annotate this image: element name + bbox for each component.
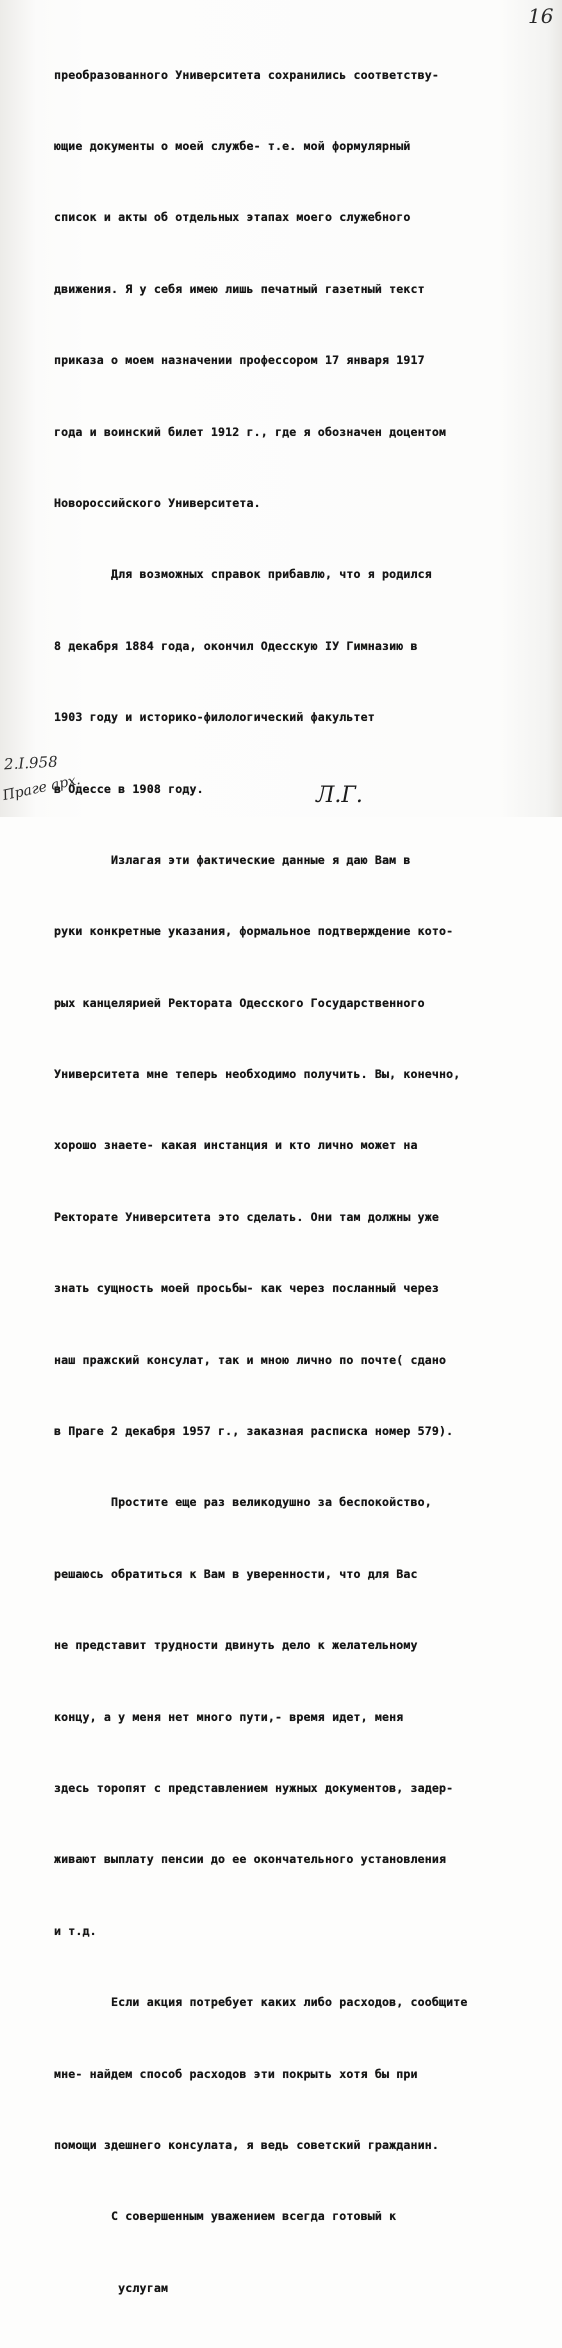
text-line: здесь торопят с представлением нужных документов, задер- [54, 1780, 454, 1795]
text-line: в Праге 2 декабря 1957 г., заказная расписка номер 579). [54, 1424, 454, 1439]
text-line: не представит трудности двинуть дело к желательному [54, 1638, 418, 1653]
text-line: список и акты об отдельных этапах моего служебного [54, 210, 411, 225]
text-line: Новороссийского Университета. [54, 495, 261, 510]
text-line: знать сущность моей просьбы- как через посланный через [54, 1281, 440, 1296]
text-line: движения. Я у себя имею лишь печатный газетный текст [54, 281, 425, 296]
signature: Л.Г. [316, 783, 363, 808]
text-line: С совершенным уважением всегда готовый к [54, 2209, 397, 2224]
text-line: Если акция потребует каких либо расходов, сообщите [54, 1995, 468, 2010]
text-line: услугам [54, 2280, 169, 2295]
text-line: 8 декабря 1884 года, окончил Одесскую IУ Гимназию в [54, 638, 418, 653]
text-line: ющие документы о моей службе- т.е. мой формулярный [54, 138, 411, 153]
text-line: Излагая эти фактические данные я даю Вам в [54, 852, 411, 867]
text-line: живают выплату пенсии до ее окончательного установления [54, 1852, 447, 1867]
text-line: года и воинский билет 1912 г., где я обозначен доцентом [54, 424, 447, 439]
text-line: 1903 году и историко-филологический факультет [54, 710, 375, 725]
text-line: и т.д. [54, 1923, 97, 1938]
text-line: помощи здешнего консулата, я ведь советский гражданин. [54, 2137, 440, 2152]
text-line: хорошо знаете- какая инстанция и кто лично может на [54, 1138, 418, 1153]
text-line: руки конкретные указания, формальное подтверждение кото- [54, 924, 454, 939]
text-line: концу, а у меня нет много пути,- время идет, меня [54, 1709, 404, 1724]
handwritten-archive-note: Праге арх. [1, 771, 82, 805]
text-line: рых канцелярией Ректората Одесского Государственного [54, 995, 425, 1010]
letter-body [54, 16, 544, 2348]
text-line: преобразованного Университета сохранились соответству- [54, 67, 440, 82]
text-line: в Одессе в 1908 году. [54, 781, 204, 796]
text-line: мне- найдем способ расходов эти покрыть хотя бы при [54, 2066, 418, 2081]
text-line: приказа о моем назначении профессором 17 января 1917 [54, 353, 425, 368]
text-line: Университета мне теперь необходимо получить. Вы, конечно, [54, 1067, 461, 1082]
text-line: Ректорате Университета это сделать. Они там должны уже [54, 1209, 440, 1224]
handwritten-date-note: 2.I.958 [3, 752, 59, 774]
text-line: Для возможных справок прибавлю, что я родился [54, 567, 432, 582]
text-line: Простите еще раз великодушно за беспокойство, [54, 1495, 432, 1510]
text-line: наш пражский консулат, так и мною лично по почте( сдано [54, 1352, 447, 1367]
text-line: решаюсь обратиться к Вам в уверенности, что для Вас [54, 1566, 418, 1581]
page-number: 16 [528, 4, 554, 28]
